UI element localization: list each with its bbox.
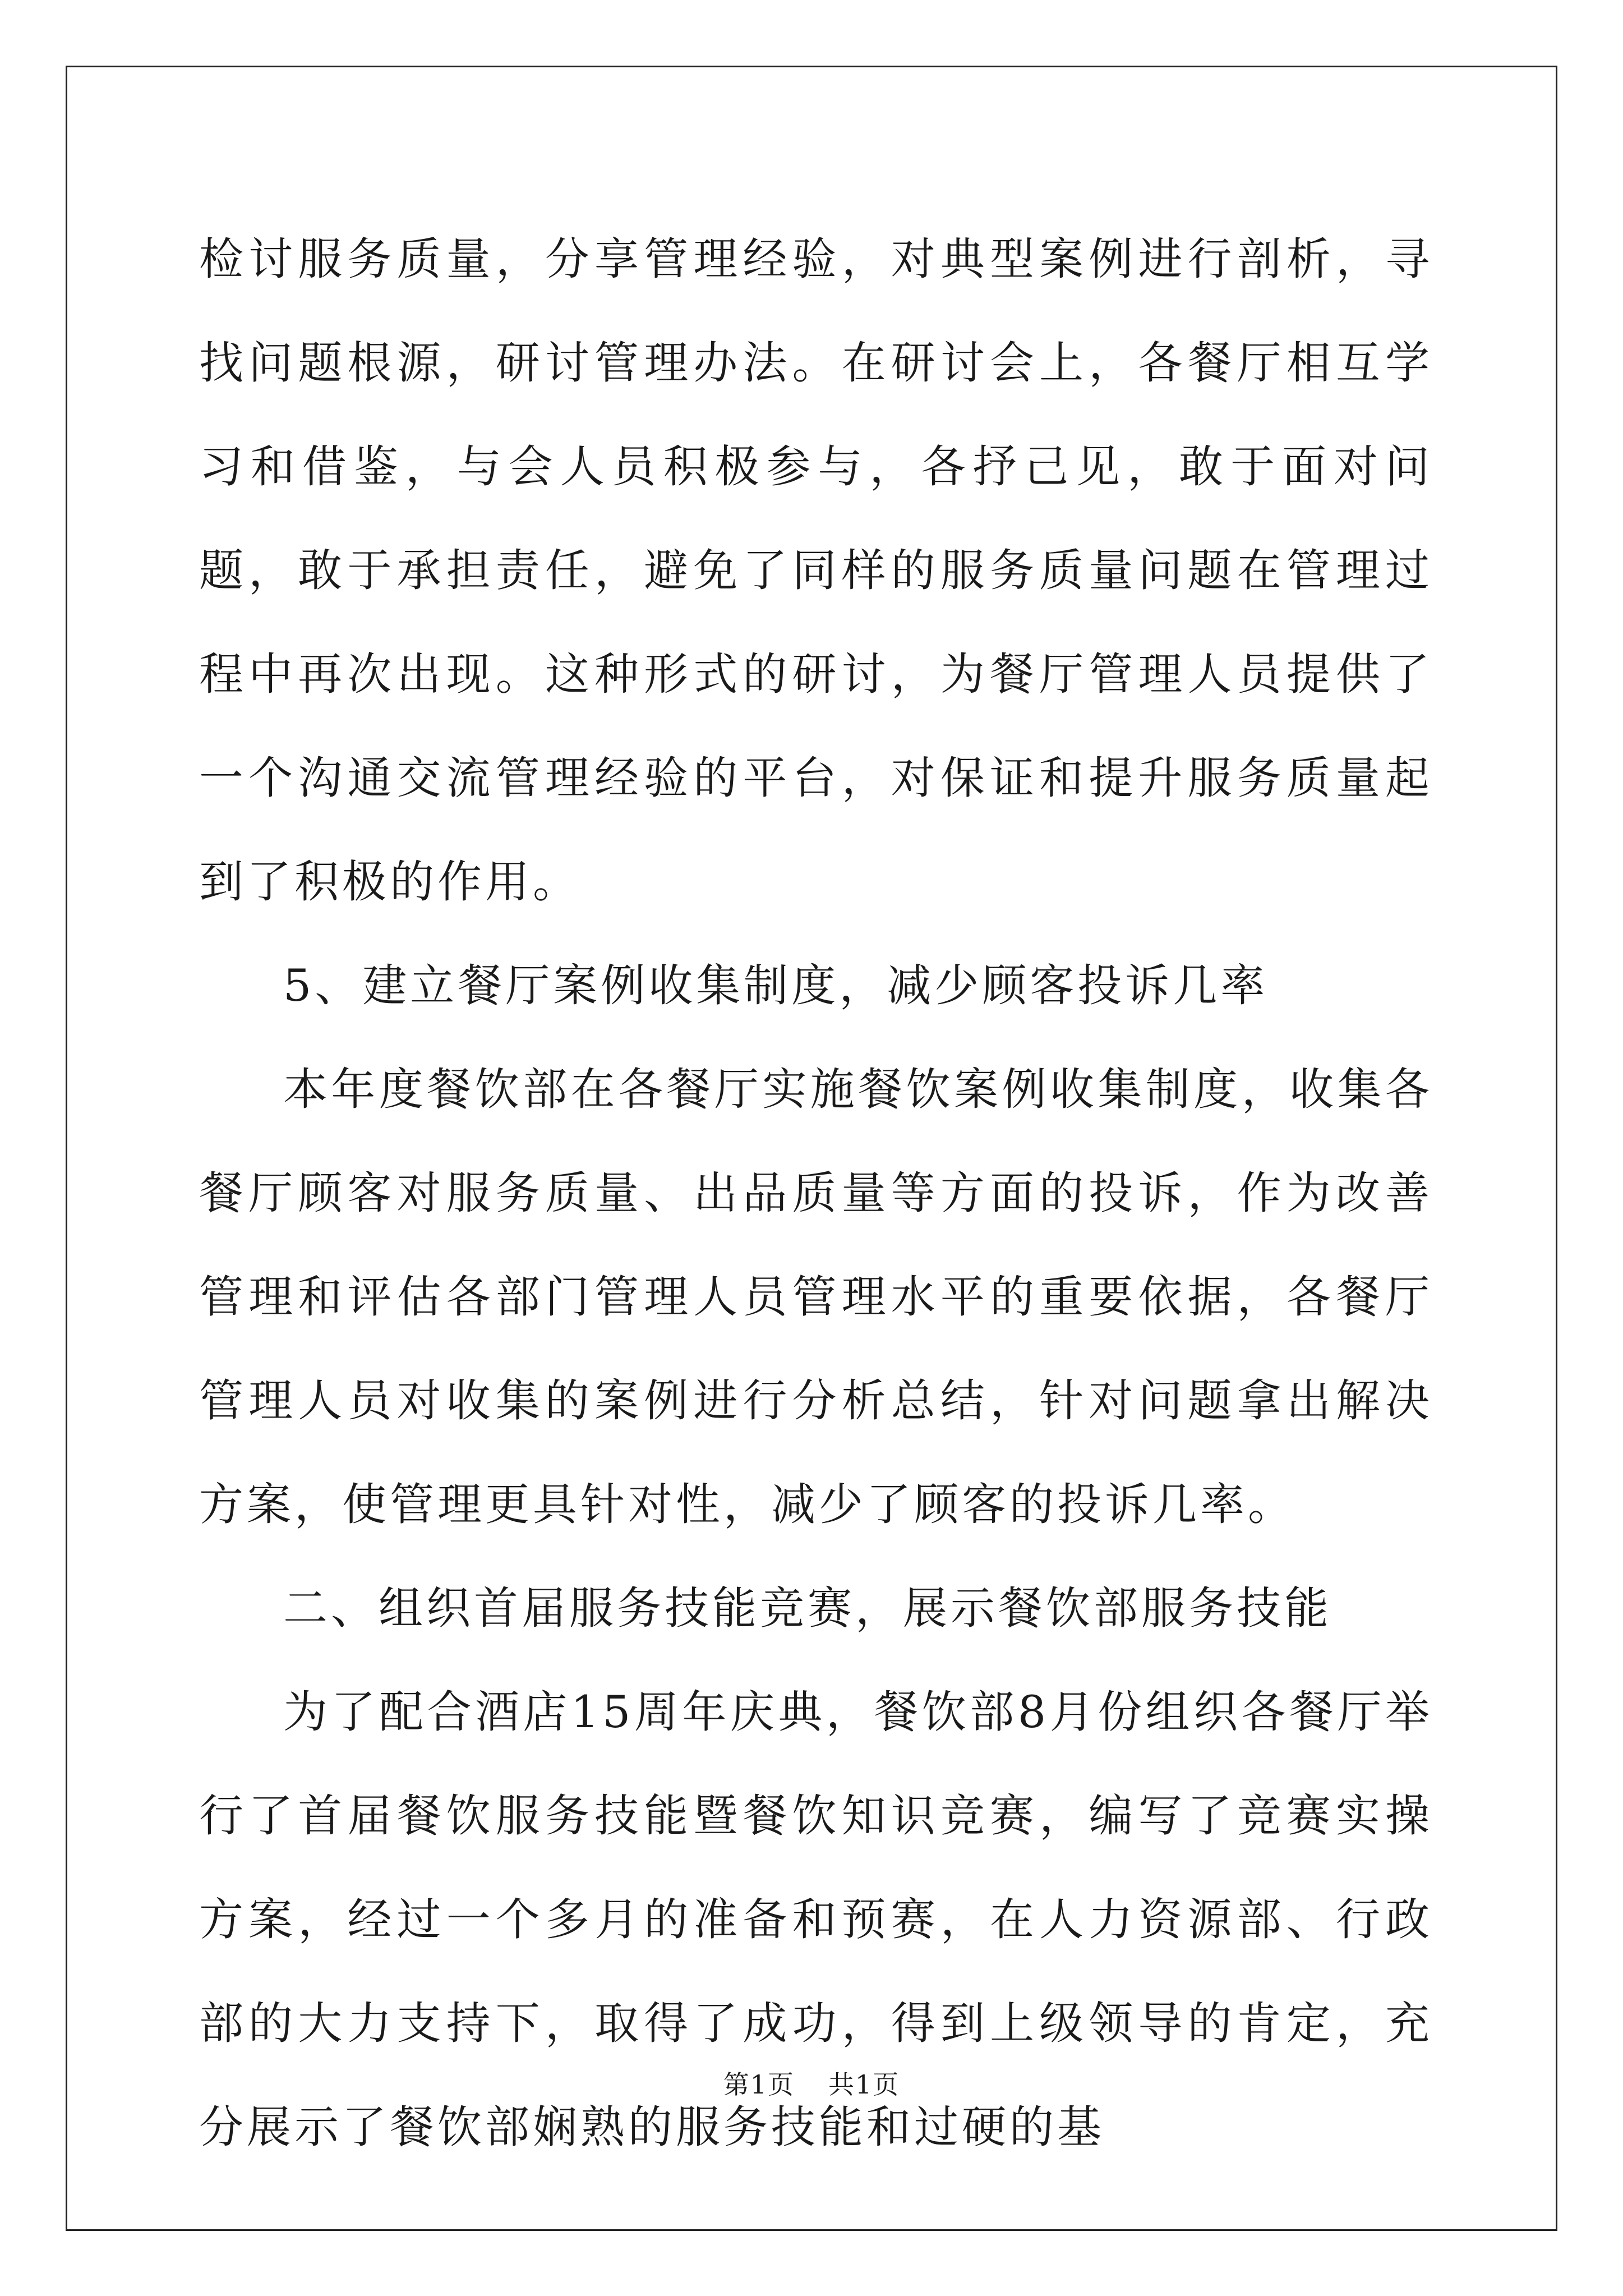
section-heading-5: 5、建立餐厅案例收集制度，减少顾客投诉几率 bbox=[283, 960, 1269, 1011]
page-footer bbox=[0, 2064, 1623, 2101]
paragraph-case-collection: 本年度餐饮部在各餐厅实施餐饮案例收集制度，收集各餐厅顾客对服务质量、出品质量等方面的投诉，作为改善管理和评估各部门管理人员管理水平的重要依据，各餐厅管理人员对收集的案例进行分析总结，针对问题拿出解决方案，使管理更具针对性，减少了顾客的投诉几率。 bbox=[199, 1064, 1433, 1530]
section-heading-2: 二、组织首届服务技能竞赛，展示餐饮部服务技能 bbox=[283, 1582, 1332, 1634]
document-body bbox=[199, 208, 1433, 2179]
paragraph-continuation: 检讨服务质量，分享管理经验，对典型案例进行剖析，寻找问题根源，研讨管理办法。在研讨会上，各餐厅相互学习和借鉴，与会人员积极参与，各抒己见，敢于面对问题，敢于承担责任，避免了同样的服务质量问题在管理过程中再次出现。这种形式的研讨，为餐厅管理人员提供了一个沟通交流管理经验的平台，对保证和提升服务质量起到了积极的作用。 bbox=[199, 233, 1433, 908]
page-total: 共1页 bbox=[828, 2069, 900, 2100]
paragraph-skills-competition: 为了配合酒店15周年庆典，餐饮部8月份组织各餐厅举行了首届餐饮服务技能暨餐饮知识竞赛，编写了竞赛实操方案，经过一个多月的准备和预赛，在人力资源部、行政部的大力支持下，取得了成功，得到上级领导的肯定，充分展示了餐饮部娴熟的服务技能和过硬的基 bbox=[199, 1686, 1433, 2153]
page-number: 第1页 bbox=[723, 2069, 795, 2100]
